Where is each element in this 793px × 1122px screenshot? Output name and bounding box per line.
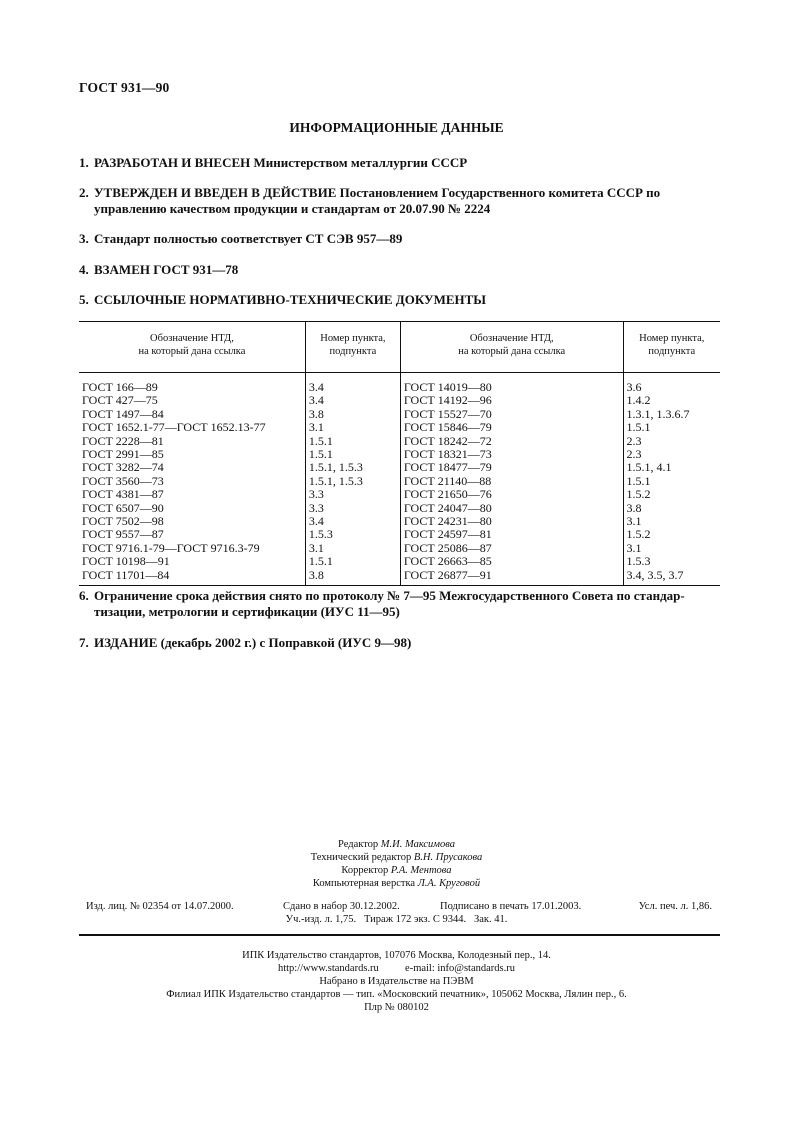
- clause-cell: 3.1: [623, 542, 720, 555]
- credit-name: В.Н. Прусакова: [413, 852, 483, 863]
- clause-cell: 1.5.1, 4.1: [623, 461, 720, 474]
- clause-cell: 3.6: [623, 373, 720, 395]
- item-text-line2: управлению качеством продукции и стандартам от 20.07.90 № 2224: [94, 201, 491, 216]
- printing-house: Филиал ИПК Издательство стандартов — тип. «Московский печатник», 105062 Москва, Лялин пер., 6.: [166, 989, 627, 1000]
- ntd-cell: ГОСТ 18321—73: [400, 448, 623, 461]
- info-item-4: [79, 262, 719, 278]
- clause-cell: 1.5.1, 1.5.3: [305, 475, 400, 488]
- typeset-date: Сдано в набор 30.12.2002.: [283, 901, 400, 912]
- clause-cell: 1.5.2: [623, 488, 720, 501]
- table-row: [79, 542, 720, 555]
- table-row: [79, 555, 720, 568]
- item-text: ИЗДАНИЕ (декабрь 2002 г.) с Поправкой (ИУС 9—98): [94, 635, 412, 650]
- document-header: ГОСТ 931—90: [79, 80, 170, 95]
- credit-name: М.И. Максимова: [380, 839, 455, 850]
- item-number: 3.: [79, 231, 89, 246]
- item-number: 1.: [79, 155, 89, 170]
- ntd-cell: ГОСТ 14019—80: [400, 373, 623, 395]
- item-text: ССЫЛОЧНЫЕ НОРМАТИВНО-ТЕХНИЧЕСКИЕ ДОКУМЕНТЫ: [94, 292, 487, 307]
- clause-cell: 1.5.1: [623, 421, 720, 434]
- ntd-cell: ГОСТ 1497—84: [82, 406, 164, 421]
- table-row: [79, 373, 720, 395]
- clause-cell: 3.8: [305, 408, 400, 421]
- clause-cell: 1.5.1: [623, 475, 720, 488]
- ntd-cell: ГОСТ 14192—96: [400, 394, 623, 407]
- info-item-5: [79, 292, 719, 308]
- info-item-1: [79, 155, 719, 171]
- credit-tech-editor: [0, 851, 793, 864]
- reference-documents-table: [79, 321, 720, 586]
- ntd-cell: ГОСТ 21140—88: [400, 475, 623, 488]
- credit-editor: [0, 838, 793, 851]
- ntd-cell: ГОСТ 18242—72: [400, 435, 623, 448]
- item-text-line1: УТВЕРЖДЕН И ВВЕДЕН В ДЕЙСТВИЕ Постановлением Государственного комитета СССР по: [94, 185, 661, 200]
- print-run: Тираж 172 экз. С 9344.: [364, 914, 467, 925]
- table-row: [79, 408, 720, 421]
- publisher-email: e-mail: info@standards.ru: [405, 963, 516, 974]
- ntd-cell: ГОСТ 10198—91: [82, 554, 170, 569]
- ntd-cell: ГОСТ 1652.1-77—ГОСТ 1652.13-77: [82, 420, 266, 435]
- credit-label: Корректор: [341, 865, 389, 876]
- ntd-cell: ГОСТ 24597—81: [400, 528, 623, 541]
- header-ntd-right: [400, 322, 623, 373]
- info-item-3: [79, 231, 719, 247]
- clause-cell: 1.5.1: [305, 555, 400, 568]
- ntd-cell: ГОСТ 25086—87: [400, 542, 623, 555]
- ntd-cell: ГОСТ 9557—87: [82, 527, 164, 542]
- table-row: [79, 488, 720, 501]
- header-text: Номер пункта,: [639, 333, 705, 344]
- table-row: [79, 435, 720, 448]
- item-text-line1: Ограничение срока действия снято по протоколу № 7—95 Межгосударственного Совета по стандар-: [94, 588, 685, 603]
- table-row: [79, 502, 720, 515]
- ntd-cell: ГОСТ 18477—79: [400, 461, 623, 474]
- credit-label: Технический редактор: [310, 852, 412, 863]
- table-row: [79, 448, 720, 461]
- publisher-website: http://www.standards.ru: [277, 963, 379, 974]
- header-text: Обозначение НТД,: [469, 333, 554, 344]
- item-text-line2: тизации, метрологии и сертификации (ИУС 11—95): [94, 604, 400, 619]
- credit-corrector: [0, 864, 793, 877]
- table-row: [79, 569, 720, 586]
- table-row: [79, 394, 720, 407]
- clause-cell: 1.5.1: [305, 448, 400, 461]
- order-number: Зак. 41.: [473, 914, 508, 925]
- clause-cell: 2.3: [623, 448, 720, 461]
- divider-rule: [79, 934, 720, 936]
- ntd-cell: ГОСТ 9716.1-79—ГОСТ 9716.3-79: [82, 540, 260, 555]
- clause-cell: 3.3: [305, 488, 400, 501]
- clause-cell: 1.5.2: [623, 528, 720, 541]
- ntd-cell: ГОСТ 24231—80: [400, 515, 623, 528]
- credit-name: Р.А. Ментова: [390, 865, 452, 876]
- ntd-cell: ГОСТ 6507—90: [82, 500, 164, 515]
- license-number: Плр № 080102: [364, 1002, 429, 1013]
- pub-sheets: Уч.-изд. л. 1,75.: [285, 914, 357, 925]
- credit-name: Л.А. Круговой: [417, 878, 481, 889]
- header-clause-right: [623, 322, 720, 373]
- header-text: подпункта: [329, 346, 377, 357]
- item-text: РАЗРАБОТАН И ВНЕСЕН Министерством металлургии СССР: [94, 155, 468, 170]
- ntd-cell: ГОСТ 3560—73: [82, 473, 164, 488]
- publisher-address: ИПК Издательство стандартов, 107076 Москва, Колодезный пер., 14.: [242, 950, 551, 961]
- ntd-cell: ГОСТ 21650—76: [400, 488, 623, 501]
- item-number: 7.: [79, 635, 89, 650]
- header-text: на который дана ссылка: [458, 346, 566, 357]
- credit-layout: [0, 877, 793, 890]
- clause-cell: 1.4.2: [623, 394, 720, 407]
- ntd-cell: ГОСТ 2228—81: [82, 433, 164, 448]
- ntd-cell: ГОСТ 7502—98: [82, 514, 164, 529]
- clause-cell: 3.8: [623, 502, 720, 515]
- print-details-line2: [0, 913, 793, 926]
- table-body: [79, 373, 720, 586]
- item-number: 5.: [79, 292, 89, 307]
- header-text: подпункта: [648, 346, 696, 357]
- clause-cell: 1.5.3: [623, 555, 720, 568]
- print-sheets: Усл. печ. л. 1,86.: [638, 901, 712, 912]
- clause-cell: 3.3: [305, 502, 400, 515]
- clause-cell: 3.8: [305, 569, 400, 586]
- header-text: на который дана ссылка: [138, 346, 246, 357]
- header-clause-left: [305, 322, 400, 373]
- credit-label: Редактор: [338, 839, 379, 850]
- table-row: [79, 461, 720, 474]
- item-number: 6.: [79, 588, 89, 603]
- clause-cell: 3.4: [305, 515, 400, 528]
- header-ntd-left: [79, 322, 305, 373]
- clause-cell: 3.1: [305, 421, 400, 434]
- table-row: [79, 528, 720, 541]
- license: Изд. лиц. № 02354 от 14.07.2000.: [86, 901, 234, 912]
- item-text: ВЗАМЕН ГОСТ 931—78: [94, 262, 239, 277]
- table-row: [79, 475, 720, 488]
- info-item-2: [79, 185, 719, 217]
- table-header-row: [79, 322, 720, 373]
- ntd-cell: ГОСТ 26877—91: [400, 569, 623, 586]
- clause-cell: 3.4: [305, 373, 400, 395]
- ntd-cell: ГОСТ 24047—80: [400, 502, 623, 515]
- clause-cell: 1.5.1: [305, 435, 400, 448]
- ntd-cell: ГОСТ 3282—74: [82, 460, 164, 475]
- clause-cell: 1.3.1, 1.3.6.7: [623, 408, 720, 421]
- section-title: ИНФОРМАЦИОННЫЕ ДАННЫЕ: [289, 120, 504, 135]
- ntd-cell: ГОСТ 166—89: [82, 380, 158, 394]
- ntd-cell: ГОСТ 2991—85: [82, 447, 164, 462]
- typesetting-note: Набрано в Издательстве на ПЭВМ: [319, 976, 474, 987]
- ntd-cell: ГОСТ 427—75: [82, 393, 158, 408]
- publisher-contacts: [0, 962, 793, 975]
- clause-cell: 3.1: [623, 515, 720, 528]
- header-text: Обозначение НТД,: [150, 333, 234, 344]
- clause-cell: 3.4, 3.5, 3.7: [623, 569, 720, 586]
- clause-cell: 2.3: [623, 435, 720, 448]
- ntd-cell: ГОСТ 11701—84: [79, 569, 305, 586]
- publisher-block: [0, 949, 793, 1014]
- clause-cell: 3.1: [305, 542, 400, 555]
- ntd-cell: ГОСТ 4381—87: [82, 487, 164, 502]
- ntd-cell: ГОСТ 26663—85: [400, 555, 623, 568]
- clause-cell: 1.5.3: [305, 528, 400, 541]
- item-number: 4.: [79, 262, 89, 277]
- table-row: [79, 421, 720, 434]
- item-number: 2.: [79, 185, 89, 200]
- info-item-7: [79, 635, 719, 651]
- info-item-6: [79, 588, 719, 620]
- ntd-cell: ГОСТ 15846—79: [400, 421, 623, 434]
- header-text: Номер пункта,: [320, 333, 386, 344]
- signed-date: Подписано в печать 17.01.2003.: [440, 901, 582, 912]
- item-text: Стандарт полностью соответствует СТ СЭВ 957—89: [94, 231, 403, 246]
- credit-label: Компьютерная верстка: [312, 878, 416, 889]
- clause-cell: 3.4: [305, 394, 400, 407]
- table-row: [79, 515, 720, 528]
- ntd-cell: ГОСТ 15527—70: [400, 408, 623, 421]
- clause-cell: 1.5.1, 1.5.3: [305, 461, 400, 474]
